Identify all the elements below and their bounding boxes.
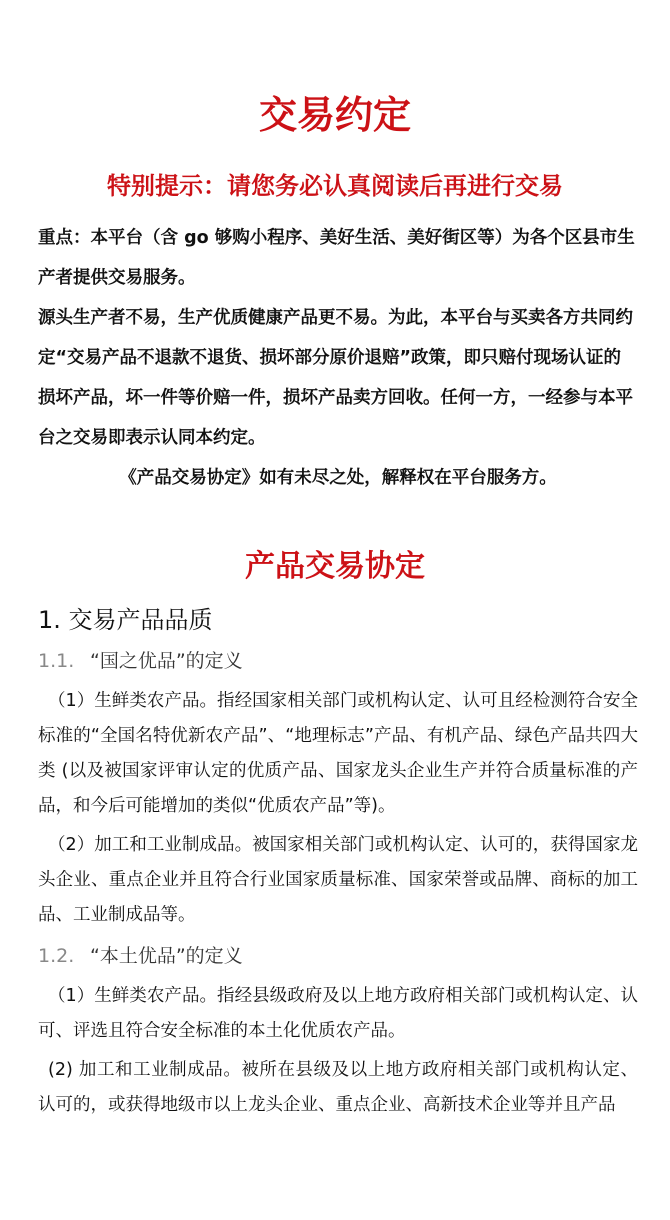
special-notice-heading: 特别提示：请您务必认真阅读后再进行交易: [107, 172, 563, 200]
clause-1-2-paragraph-1: （1）生鲜类农产品。指经县级政府及以上地方政府相关部门或机构认定、认可、评选且符合安全标准的本土化优质农产品。: [38, 986, 638, 1041]
heading-product-quality: 1. 交易产品品质: [38, 606, 213, 634]
clause-1-1-paragraph-1: （1）生鲜类农产品。指经国家相关部门或机构认定、认可且经检测符合安全标准的“全国名特优新农产品”、“地理标志”产品、有机产品、绿色产品共四大类 (以及被国家评审认定的优质产品、国家龙头企业生产并符合质量标准的产品，和今后可能增加的类似“优质农产品”等)。: [38, 691, 638, 816]
clause-1-2-number: 1.2.: [38, 945, 75, 967]
document-title: 交易约定: [258, 93, 411, 137]
section-title: 产品交易协定: [245, 549, 425, 584]
clause-1-2-title: “本土优品”的定义: [90, 945, 243, 967]
clause-1-1-title: “国之优品”的定义: [90, 650, 243, 672]
notice-key-point: 重点：本平台（含 go 够购小程序、美好生活、美好街区等）为各个区县市生产者提供交易服务。: [38, 228, 635, 288]
clause-body: [38, 642, 638, 1123]
clause-1-1-number: 1.1.: [38, 650, 75, 672]
notice-policy: 源头生产者不易，生产优质健康产品更不易。为此，本平台与买卖各方共同约定“交易产品不退款不退货、损坏部分原价退赔”政策，即只赔付现场认证的损坏产品，坏一件等价赔一件，损坏产品卖方回收。任何一方，一经参与本平台之交易即表示认同本约定。: [38, 308, 633, 448]
clause-1-1-heading: [38, 642, 638, 680]
notice-block: [38, 218, 638, 498]
notice-interpretation: 《产品交易协定》如有未尽之处，解释权在平台服务方。: [119, 468, 557, 488]
clause-1-2-paragraph-2: (2) 加工和工业制成品。被所在县级及以上地方政府相关部门或机构认定、认可的，或获得地级市以上龙头企业、重点企业、高新技术企业等并且产品: [38, 1060, 638, 1115]
clause-1-2-heading: [38, 937, 638, 975]
clause-1-1-paragraph-2: （2）加工和工业制成品。被国家相关部门或机构认定、认可的，获得国家龙头企业、重点企业并且符合行业国家质量标准、国家荣誉或品牌、商标的加工品、工业制成品等。: [38, 835, 638, 925]
